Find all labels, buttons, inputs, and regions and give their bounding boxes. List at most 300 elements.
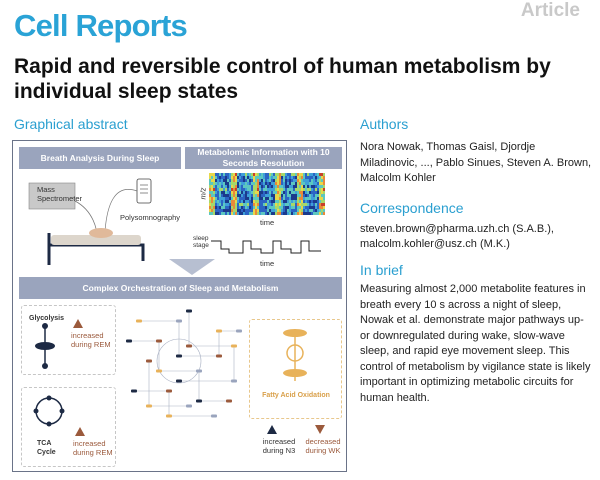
heatmap-cell bbox=[245, 209, 247, 212]
heatmap-cell bbox=[307, 182, 309, 185]
heatmap-cell bbox=[287, 182, 289, 185]
heatmap-cell bbox=[231, 209, 233, 212]
heatmap-cell bbox=[237, 200, 239, 203]
heatmap-cell bbox=[295, 179, 297, 182]
network-node bbox=[231, 380, 237, 383]
heatmap-cell bbox=[263, 182, 265, 185]
heatmap-cell bbox=[275, 176, 277, 179]
heatmap-cell bbox=[273, 173, 275, 176]
heatmap-cell bbox=[293, 176, 295, 179]
heatmap-cell bbox=[277, 206, 279, 209]
heatmap-cell bbox=[255, 173, 257, 176]
heatmap-cell bbox=[323, 200, 325, 203]
heatmap-cell bbox=[257, 209, 259, 212]
heatmap-cell bbox=[255, 191, 257, 194]
heatmap-cell bbox=[257, 206, 259, 209]
heatmap-cell bbox=[297, 197, 299, 200]
heatmap-cell bbox=[287, 179, 289, 182]
heatmap-cell bbox=[209, 179, 211, 182]
heatmap-cell bbox=[279, 200, 281, 203]
heatmap-cell bbox=[253, 203, 255, 206]
heatmap-cell bbox=[301, 203, 303, 206]
heatmap-cell bbox=[289, 203, 291, 206]
heatmap-cell bbox=[257, 179, 259, 182]
heatmap-cell bbox=[255, 176, 257, 179]
heatmap-cell bbox=[241, 212, 243, 215]
heatmap-cell bbox=[313, 185, 315, 188]
heatmap-cell bbox=[315, 200, 317, 203]
heatmap-cell bbox=[293, 188, 295, 191]
heatmap-cell bbox=[323, 212, 325, 215]
heatmap-cell bbox=[231, 206, 233, 209]
heatmap-cell bbox=[263, 185, 265, 188]
heatmap-cell bbox=[225, 197, 227, 200]
heatmap-cell bbox=[321, 173, 323, 176]
heatmap-cell bbox=[303, 188, 305, 191]
heatmap-cell bbox=[245, 182, 247, 185]
heatmap-cell bbox=[219, 173, 221, 176]
heatmap-cell bbox=[219, 206, 221, 209]
heatmap-cell bbox=[319, 197, 321, 200]
heatmap-cell bbox=[215, 182, 217, 185]
heatmap-cell bbox=[249, 173, 251, 176]
article-type-label: Article bbox=[520, 0, 580, 21]
heatmap-cell bbox=[319, 206, 321, 209]
heatmap-cell bbox=[277, 212, 279, 215]
heatmap-cell bbox=[209, 173, 211, 176]
heatmap-cell bbox=[245, 179, 247, 182]
heatmap-cell bbox=[227, 194, 229, 197]
heatmap-cell bbox=[225, 206, 227, 209]
heatmap-cell bbox=[307, 209, 309, 212]
heatmap-cell bbox=[243, 173, 245, 176]
heatmap-cell bbox=[255, 203, 257, 206]
heatmap-cell bbox=[233, 188, 235, 191]
heatmap-cell bbox=[257, 176, 259, 179]
network-node bbox=[176, 355, 182, 358]
heatmap-cell bbox=[253, 200, 255, 203]
heatmap-cell bbox=[267, 179, 269, 182]
correspondence-email-2[interactable]: malcolm.kohler@usz.ch (M.K.) bbox=[360, 238, 510, 250]
heatmap-cell bbox=[267, 209, 269, 212]
heatmap-cell bbox=[211, 176, 213, 179]
heatmap-cell bbox=[273, 200, 275, 203]
heatmap-cell bbox=[299, 200, 301, 203]
heatmap-cell bbox=[217, 185, 219, 188]
heatmap-cell bbox=[217, 206, 219, 209]
heatmap-cell bbox=[297, 188, 299, 191]
increase-arrow-icon bbox=[75, 427, 85, 437]
network-node bbox=[146, 360, 152, 363]
paper-title: Rapid and reversible control of human metabolism by individual sleep states bbox=[14, 55, 551, 103]
heatmap-cell bbox=[279, 203, 281, 206]
heatmap-cell bbox=[251, 182, 253, 185]
heatmap-cell bbox=[235, 209, 237, 212]
correspondence-email-1[interactable]: steven.brown@pharma.uzh.ch (S.A.B.), bbox=[360, 223, 554, 235]
heatmap-cell bbox=[221, 209, 223, 212]
heatmap-cell bbox=[321, 176, 323, 179]
heatmap-cell bbox=[305, 197, 307, 200]
heatmap-cell bbox=[219, 188, 221, 191]
heatmap-cell bbox=[289, 209, 291, 212]
heatmap-cell bbox=[287, 197, 289, 200]
heatmap-cell bbox=[285, 185, 287, 188]
heatmap-cell bbox=[313, 209, 315, 212]
heatmap-cell bbox=[303, 194, 305, 197]
heatmap-cell bbox=[321, 179, 323, 182]
heatmap-cell bbox=[217, 176, 219, 179]
heatmap-cell bbox=[233, 194, 235, 197]
heatmap-cell bbox=[217, 179, 219, 182]
heatmap-cell bbox=[321, 182, 323, 185]
heatmap-cell bbox=[311, 176, 313, 179]
heatmap-cell bbox=[209, 203, 211, 206]
heatmap-cell bbox=[227, 182, 229, 185]
heatmap-cell bbox=[243, 197, 245, 200]
heatmap-cell bbox=[301, 173, 303, 176]
heatmap-cell bbox=[217, 209, 219, 212]
heatmap-cell bbox=[235, 197, 237, 200]
heatmap-cell bbox=[267, 194, 269, 197]
heatmap-cell bbox=[237, 173, 239, 176]
heatmap-cell bbox=[297, 179, 299, 182]
heatmap-cell bbox=[233, 197, 235, 200]
heatmap-cell bbox=[209, 212, 211, 215]
network-node bbox=[226, 400, 232, 403]
heatmap-cell bbox=[253, 197, 255, 200]
heatmap-cell bbox=[259, 188, 261, 191]
heatmap-cell bbox=[315, 191, 317, 194]
heatmap-cell bbox=[229, 182, 231, 185]
heatmap-cell bbox=[235, 191, 237, 194]
heatmap-cell bbox=[241, 209, 243, 212]
heatmap-cell bbox=[251, 212, 253, 215]
heatmap-cell bbox=[305, 188, 307, 191]
heatmap-cell bbox=[317, 206, 319, 209]
heatmap-cell bbox=[305, 182, 307, 185]
heatmap-cell bbox=[245, 194, 247, 197]
heatmap-cell bbox=[283, 200, 285, 203]
heatmap-cell bbox=[221, 191, 223, 194]
heatmap-cell bbox=[287, 209, 289, 212]
heatmap-cell bbox=[227, 206, 229, 209]
heatmap-cell bbox=[247, 185, 249, 188]
heatmap-cell bbox=[309, 212, 311, 215]
heatmap-cell bbox=[311, 212, 313, 215]
heatmap-cell bbox=[229, 203, 231, 206]
heatmap-cell bbox=[217, 203, 219, 206]
heatmap-ylabel: m/z bbox=[198, 187, 208, 200]
heatmap-cell bbox=[211, 212, 213, 215]
heatmap-cell bbox=[239, 209, 241, 212]
network-node bbox=[176, 320, 182, 323]
tca-cycle-icon bbox=[29, 391, 69, 433]
heatmap-cell bbox=[279, 194, 281, 197]
heatmap-cell bbox=[243, 179, 245, 182]
heatmap-cell bbox=[241, 194, 243, 197]
heatmap-cell bbox=[247, 176, 249, 179]
heatmap-cell bbox=[243, 212, 245, 215]
heatmap-cell bbox=[293, 203, 295, 206]
heatmap-cell bbox=[257, 182, 259, 185]
heatmap-cell bbox=[257, 200, 259, 203]
heatmap-cell bbox=[217, 182, 219, 185]
panel-title-metabolomic: Metabolomic Information with 10 Seconds Resolution bbox=[185, 147, 342, 169]
heatmap-cell bbox=[255, 197, 257, 200]
heatmap-cell bbox=[215, 200, 217, 203]
heatmap-cell bbox=[323, 209, 325, 212]
heatmap-cell bbox=[299, 197, 301, 200]
heatmap-cell bbox=[225, 194, 227, 197]
heatmap-cell bbox=[233, 191, 235, 194]
heatmap-cell bbox=[275, 200, 277, 203]
heatmap-cell bbox=[259, 179, 261, 182]
heatmap-cell bbox=[213, 200, 215, 203]
heatmap-cell bbox=[269, 182, 271, 185]
heatmap-cell bbox=[213, 179, 215, 182]
heatmap-cell bbox=[299, 212, 301, 215]
heatmap-cell bbox=[211, 179, 213, 182]
heatmap-cell bbox=[221, 185, 223, 188]
heatmap-cell bbox=[259, 197, 261, 200]
heatmap-cell bbox=[209, 200, 211, 203]
heatmap-cell bbox=[215, 203, 217, 206]
heatmap-cell bbox=[221, 203, 223, 206]
heatmap-cell bbox=[245, 188, 247, 191]
heatmap-cell bbox=[297, 203, 299, 206]
heatmap-cell bbox=[317, 191, 319, 194]
heatmap-cell bbox=[273, 203, 275, 206]
heatmap-cell bbox=[213, 188, 215, 191]
heatmap-cell bbox=[271, 188, 273, 191]
heatmap-cell bbox=[223, 182, 225, 185]
heatmap-cell bbox=[231, 176, 233, 179]
heatmap-cell bbox=[281, 173, 283, 176]
heatmap-cell bbox=[315, 176, 317, 179]
heatmap-cell bbox=[237, 203, 239, 206]
heatmap-cell bbox=[315, 179, 317, 182]
heatmap-cell bbox=[221, 182, 223, 185]
heatmap-cell bbox=[269, 185, 271, 188]
heatmap-cell bbox=[247, 200, 249, 203]
heatmap-cell bbox=[309, 200, 311, 203]
heatmap-cell bbox=[309, 185, 311, 188]
heatmap-cell bbox=[225, 200, 227, 203]
heatmap-cell bbox=[319, 182, 321, 185]
heatmap-cell bbox=[305, 185, 307, 188]
heatmap-cell bbox=[267, 197, 269, 200]
heatmap-cell bbox=[285, 212, 287, 215]
heatmap-cell bbox=[285, 173, 287, 176]
heatmap-cell bbox=[243, 185, 245, 188]
heatmap-cell bbox=[261, 173, 263, 176]
heatmap-cell bbox=[211, 200, 213, 203]
heatmap-cell bbox=[301, 197, 303, 200]
heatmap-cell bbox=[209, 188, 211, 191]
increase-arrow-icon bbox=[73, 319, 83, 329]
heatmap-cell bbox=[211, 191, 213, 194]
heatmap-cell bbox=[319, 188, 321, 191]
heatmap-cell bbox=[215, 197, 217, 200]
heatmap-cell bbox=[251, 209, 253, 212]
heatmap-cell bbox=[275, 206, 277, 209]
heatmap-cell bbox=[245, 203, 247, 206]
heatmap-cell bbox=[227, 176, 229, 179]
heatmap-cell bbox=[241, 179, 243, 182]
glycolysis-pathway-icon bbox=[33, 321, 57, 371]
heatmap-cell bbox=[235, 194, 237, 197]
heatmap-cell bbox=[287, 212, 289, 215]
heatmap-cell bbox=[247, 206, 249, 209]
heatmap-cell bbox=[209, 206, 211, 209]
heatmap-cell bbox=[265, 176, 267, 179]
heatmap-cell bbox=[295, 197, 297, 200]
heatmap-cell bbox=[243, 188, 245, 191]
heatmap-cell bbox=[237, 188, 239, 191]
hypnogram-xlabel: time bbox=[260, 259, 275, 268]
heatmap-cell bbox=[249, 197, 251, 200]
heatmap-cell bbox=[293, 197, 295, 200]
heatmap-cell bbox=[315, 173, 317, 176]
heatmap-cell bbox=[245, 176, 247, 179]
heatmap-cell bbox=[263, 176, 265, 179]
heatmap-cell bbox=[269, 173, 271, 176]
heatmap-cell bbox=[323, 203, 325, 206]
heatmap-cell bbox=[305, 212, 307, 215]
heatmap-cell bbox=[301, 209, 303, 212]
heatmap-cell bbox=[307, 194, 309, 197]
heatmap-cell bbox=[221, 206, 223, 209]
heatmap-cell bbox=[275, 173, 277, 176]
heatmap-cell bbox=[221, 173, 223, 176]
heatmap-cell bbox=[283, 209, 285, 212]
heatmap-cell bbox=[253, 185, 255, 188]
heatmap-cell bbox=[253, 194, 255, 197]
heatmap-cell bbox=[273, 212, 275, 215]
heatmap-cell bbox=[307, 179, 309, 182]
heatmap-cell bbox=[267, 200, 269, 203]
heatmap-cell bbox=[247, 191, 249, 194]
heatmap-cell bbox=[219, 191, 221, 194]
heatmap-cell bbox=[283, 176, 285, 179]
heatmap-cell bbox=[287, 176, 289, 179]
heatmap-cell bbox=[311, 182, 313, 185]
heatmap-cell bbox=[305, 206, 307, 209]
heatmap-cell bbox=[291, 203, 293, 206]
heatmap-cell bbox=[253, 209, 255, 212]
heatmap-cell bbox=[297, 206, 299, 209]
heatmap-cell bbox=[271, 194, 273, 197]
heatmap-cell bbox=[277, 200, 279, 203]
heatmap-cell bbox=[257, 191, 259, 194]
heatmap-cell bbox=[251, 188, 253, 191]
heatmap-cell bbox=[239, 203, 241, 206]
heatmap-cell bbox=[273, 182, 275, 185]
heatmap-cell bbox=[267, 185, 269, 188]
heatmap-cell bbox=[237, 206, 239, 209]
heatmap-cell bbox=[261, 197, 263, 200]
heatmap-cell bbox=[231, 191, 233, 194]
heatmap-cell bbox=[225, 182, 227, 185]
heatmap-cell bbox=[319, 212, 321, 215]
panel-title-breath: Breath Analysis During Sleep bbox=[19, 147, 181, 169]
heatmap-cell bbox=[273, 194, 275, 197]
heatmap-cell bbox=[303, 182, 305, 185]
heatmap-cell bbox=[277, 209, 279, 212]
heatmap-cell bbox=[211, 197, 213, 200]
heatmap-cell bbox=[289, 197, 291, 200]
metabolic-network-diagram bbox=[119, 301, 249, 429]
heatmap-cell bbox=[303, 173, 305, 176]
heatmap-cell bbox=[311, 173, 313, 176]
heatmap-cell bbox=[273, 209, 275, 212]
heatmap-cell bbox=[287, 188, 289, 191]
heatmap-cell bbox=[309, 197, 311, 200]
mass-spec-label: Mass Spectrometer bbox=[37, 185, 83, 203]
heatmap-cell bbox=[233, 203, 235, 206]
heatmap-cell bbox=[219, 185, 221, 188]
heatmap-cell bbox=[277, 203, 279, 206]
graphical-abstract bbox=[12, 140, 347, 472]
heatmap-cell bbox=[243, 209, 245, 212]
heatmap-cell bbox=[271, 173, 273, 176]
heatmap-cell bbox=[257, 203, 259, 206]
heatmap-cell bbox=[213, 212, 215, 215]
heatmap-cell bbox=[219, 203, 221, 206]
heatmap-cell bbox=[283, 185, 285, 188]
heatmap-cell bbox=[259, 212, 261, 215]
polysomnograph-icon bbox=[137, 179, 151, 203]
heatmap-cell bbox=[249, 194, 251, 197]
heatmap-cell bbox=[243, 176, 245, 179]
heatmap-cell bbox=[303, 212, 305, 215]
heatmap-cell bbox=[285, 176, 287, 179]
heatmap-cell bbox=[303, 185, 305, 188]
heatmap-cell bbox=[281, 212, 283, 215]
heatmap-cell bbox=[213, 182, 215, 185]
heatmap-cell bbox=[301, 185, 303, 188]
heatmap-cell bbox=[259, 209, 261, 212]
heatmap-cell bbox=[253, 191, 255, 194]
heatmap-cell bbox=[321, 197, 323, 200]
heatmap-cell bbox=[249, 176, 251, 179]
heatmap-cell bbox=[271, 203, 273, 206]
heatmap-cell bbox=[287, 173, 289, 176]
heatmap-cell bbox=[275, 179, 277, 182]
heatmap-cell bbox=[309, 179, 311, 182]
heatmap-cell bbox=[291, 179, 293, 182]
heatmap-cell bbox=[209, 182, 211, 185]
heatmap-cell bbox=[303, 206, 305, 209]
heatmap-cell bbox=[311, 197, 313, 200]
heatmap-cell bbox=[271, 191, 273, 194]
heatmap-cell bbox=[271, 212, 273, 215]
heatmap-cell bbox=[259, 191, 261, 194]
heatmap-cell bbox=[309, 182, 311, 185]
heatmap-cell bbox=[277, 188, 279, 191]
heatmap-cell bbox=[219, 209, 221, 212]
heatmap-cell bbox=[255, 188, 257, 191]
sleeper-head bbox=[89, 228, 113, 238]
heatmap-cell bbox=[235, 176, 237, 179]
heatmap-cell bbox=[319, 191, 321, 194]
heatmap-cell bbox=[263, 191, 265, 194]
heatmap-cell bbox=[221, 194, 223, 197]
heatmap-cell bbox=[263, 188, 265, 191]
heatmap-cell bbox=[233, 179, 235, 182]
heatmap-cell bbox=[215, 206, 217, 209]
heatmap-cell bbox=[269, 200, 271, 203]
